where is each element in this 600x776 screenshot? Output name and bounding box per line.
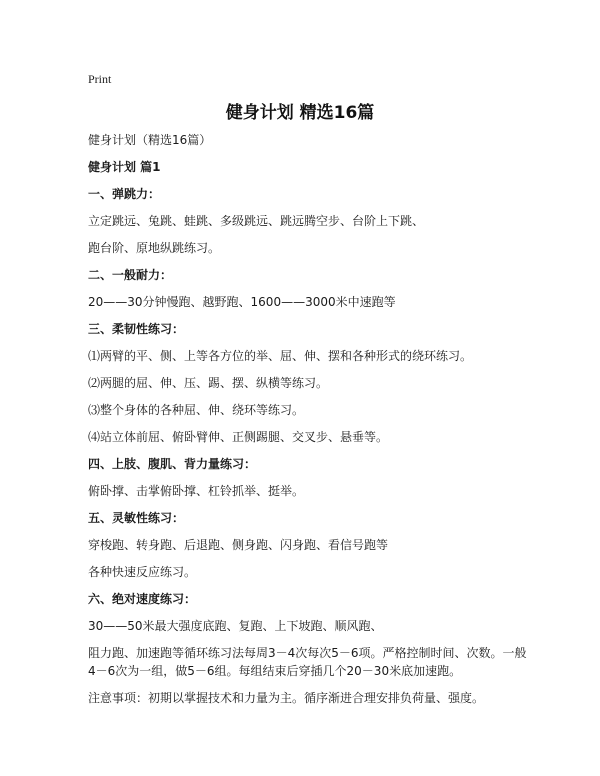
paragraph-line: 俯卧撑、击掌俯卧撑、杠铃抓举、挺举。 bbox=[88, 484, 305, 498]
document-subtitle: 健身计划（精选16篇） bbox=[88, 133, 212, 147]
heading-agility: 五、灵敏性练习： bbox=[88, 511, 185, 525]
print-label: Print bbox=[88, 72, 112, 86]
list-item: ⑴两臂的平、侧、上等各方位的举、屈、伸、摆和各种形式的绕环练习。 bbox=[88, 349, 473, 363]
paragraph-line: 各种快速反应练习。 bbox=[88, 565, 197, 579]
heading-strength: 四、上肢、腹肌、背力量练习： bbox=[88, 457, 257, 471]
page-title: 健身计划 精选16篇 bbox=[225, 103, 375, 123]
list-item: ⑷站立体前屈、俯卧臂伸、正侧踢腿、交叉步、悬垂等。 bbox=[88, 430, 389, 444]
note-paragraph: 注意事项：初期以掌握技术和力量为主。循序渐进合理安排负荷量、强度。 bbox=[88, 691, 485, 705]
paragraph-line: 跑台阶、原地纵跳练习。 bbox=[88, 241, 221, 255]
document-body bbox=[88, 131, 528, 707]
paragraph-line: 20——30分钟慢跑、越野跑、1600——3000米中速跑等 bbox=[88, 295, 396, 309]
paragraph-line: 穿梭跑、转身跑、后退跑、侧身跑、闪身跑、看信号跑等 bbox=[88, 538, 389, 552]
heading-flexibility: 三、柔韧性练习： bbox=[88, 322, 185, 336]
heading-jumping: 一、弹跳力： bbox=[88, 187, 161, 201]
section-title: 健身计划 篇1 bbox=[88, 160, 161, 174]
paragraph-line: 30——50米最大强度底跑、复跑、上下坡跑、顺风跑、 bbox=[88, 619, 383, 633]
paragraph-line: 阻力跑、加速跑等循环练习法每周3－4次每次5－6项。严格控制时间、次数。一般4－6次为一组，做5－6组。每组结束后穿插几个20－30米底加速跑。 bbox=[88, 646, 527, 678]
list-item: ⑵两腿的屈、伸、压、踢、摆、纵横等练习。 bbox=[88, 376, 329, 390]
heading-speed: 六、绝对速度练习： bbox=[88, 592, 197, 606]
paragraph-line: 立定跳远、兔跳、蛙跳、多级跳远、跳远腾空步、台阶上下跳、 bbox=[88, 214, 425, 228]
list-item: ⑶整个身体的各种屈、伸、绕环等练习。 bbox=[88, 403, 305, 417]
heading-endurance: 二、一般耐力： bbox=[88, 268, 173, 282]
